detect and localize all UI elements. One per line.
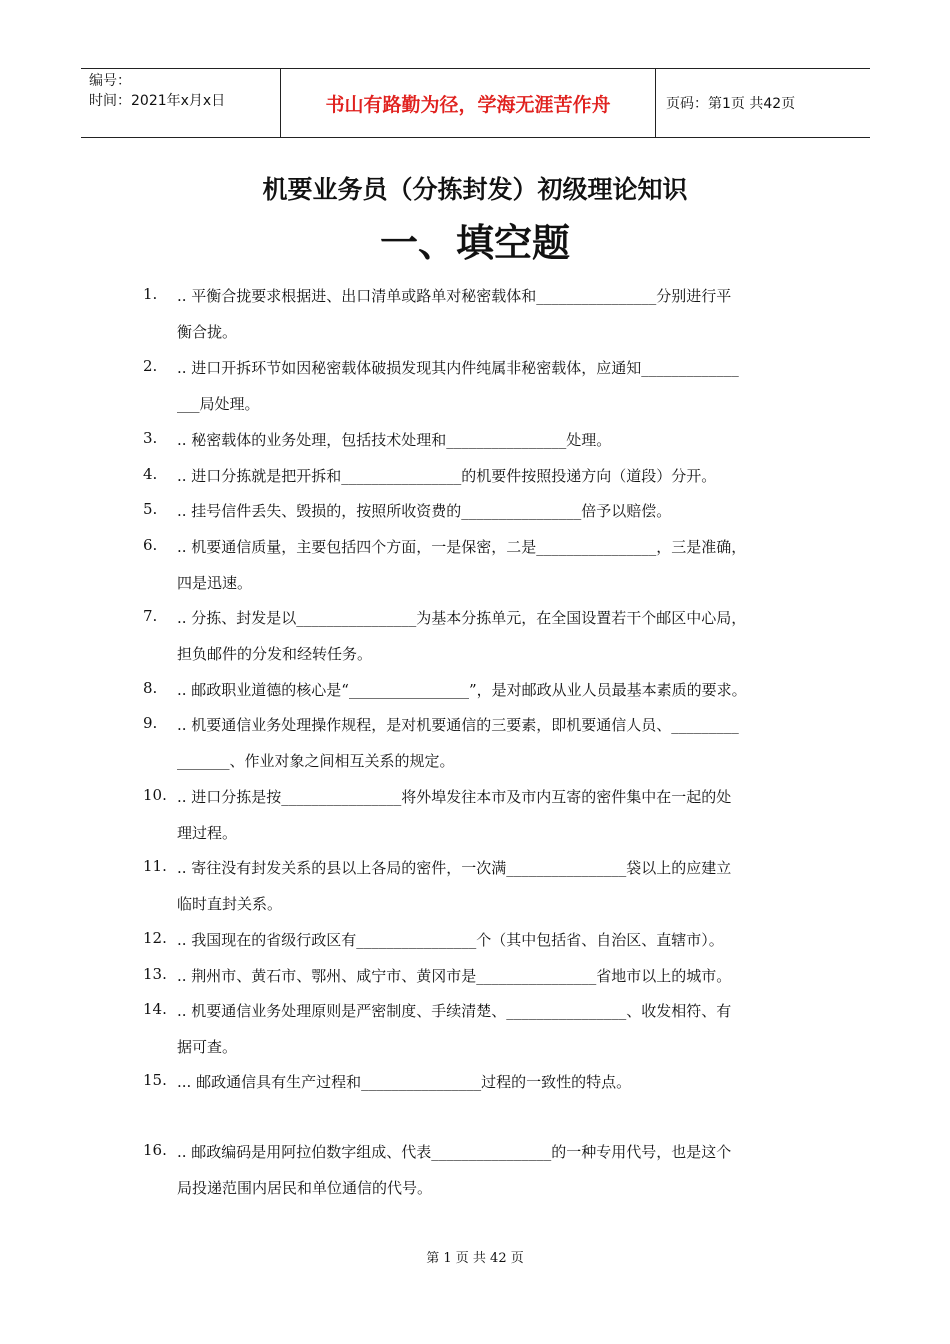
question-text-line: .. 挂号信件丢失、毁损的，按照所收资费的________________倍予以赔偿。	[177, 502, 672, 520]
question-text-line: .. 进口分拣是按________________将外埠发往本市及市内互寄的密件集中在一起的处	[177, 788, 732, 806]
question-text-line: .. 邮政职业道德的核心是“________________”，是对邮政从业人员最基本素质的要求。	[177, 681, 747, 699]
section-heading: 一、填空题	[379, 221, 570, 265]
question-text-line: .. 机要通信业务处理操作规程，是对机要通信的三要素，即机要通信人员、_________	[177, 716, 739, 734]
question-number: 3.	[143, 429, 158, 447]
question-text-line: .. 我国现在的省级行政区有________________个（其中包括省、自治区、直辖市）。	[177, 931, 724, 949]
question-text-line: .. 邮政编码是用阿拉伯数字组成、代表________________的一种专用代号，也是这个	[177, 1143, 732, 1161]
question-text-line: .. 进口开拆环节如因秘密载体破损发现其内件纯属非秘密载体，应通知_____________	[177, 359, 739, 377]
time-label: 时间：2021年x月x日	[89, 93, 226, 109]
question-text-line: _______、作业对象之间相互关系的规定。	[177, 752, 455, 770]
question-text-line: 四是迅速。	[177, 574, 253, 592]
question-number: 5.	[143, 500, 158, 518]
question-text-line: ___局处理。	[177, 395, 260, 413]
question-number: 15.	[143, 1071, 167, 1089]
header-page-label: 页码：第1页 共42页	[666, 96, 796, 112]
question-text-line: 衡合拢。	[177, 323, 238, 341]
question-text-line: ... 邮政通信具有生产过程和________________过程的一致性的特点。	[177, 1073, 632, 1091]
question-text-line: .. 机要通信质量，主要包括四个方面，一是保密，二是________________，三是准确，	[177, 538, 747, 556]
question-text-line: 担负邮件的分发和经转任务。	[177, 645, 373, 663]
question-text-line: .. 平衡合拢要求根据进、出口清单或路单对秘密载体和________________分别进行平	[177, 287, 732, 305]
page-header	[81, 68, 870, 138]
question-text-line: .. 进口分拣就是把开拆和________________的机要件按照投递方向（道段）分开。	[177, 467, 717, 485]
question-text-line: 局投递范围内居民和单位通信的代号。	[177, 1179, 433, 1197]
question-text-line: 临时直封关系。	[177, 895, 283, 913]
question-number: 1.	[143, 285, 158, 303]
question-number: 16.	[143, 1141, 167, 1159]
question-number: 2.	[143, 357, 158, 375]
question-text-line: 据可查。	[177, 1038, 238, 1056]
question-number: 6.	[143, 536, 158, 554]
question-text-line: 理过程。	[177, 824, 238, 842]
header-motto: 书山有路勤为径，学海无涯苦作舟	[281, 69, 656, 137]
number-label: 编号：	[89, 73, 131, 89]
question-number: 9.	[143, 714, 158, 732]
page-footer: 第 1 页 共 42 页	[426, 1251, 524, 1266]
question-number: 4.	[143, 465, 158, 483]
question-text-line: .. 寄往没有封发关系的县以上各局的密件，一次满________________袋以上的应建立	[177, 859, 732, 877]
question-number: 11.	[143, 857, 167, 875]
document-title: 机要业务员（分拣封发）初级理论知识	[262, 175, 688, 204]
question-number: 13.	[143, 965, 167, 983]
header-left-cell	[81, 69, 281, 137]
question-number: 14.	[143, 1000, 167, 1018]
question-text-line: .. 分拣、封发是以________________为基本分拣单元，在全国设置若干个邮区中心局，	[177, 609, 747, 627]
question-number: 7.	[143, 607, 158, 625]
question-number: 12.	[143, 929, 167, 947]
question-text-line: .. 秘密载体的业务处理，包括技术处理和________________处理。	[177, 431, 612, 449]
question-text-line: .. 机要通信业务处理原则是严密制度、手续清楚、________________、收发相符、有	[177, 1002, 732, 1020]
question-number: 8.	[143, 679, 158, 697]
question-text-line: .. 荆州市、黄石市、鄂州、咸宁市、黄冈市是________________省地市以上的城市。	[177, 967, 732, 985]
question-number: 10.	[143, 786, 167, 804]
